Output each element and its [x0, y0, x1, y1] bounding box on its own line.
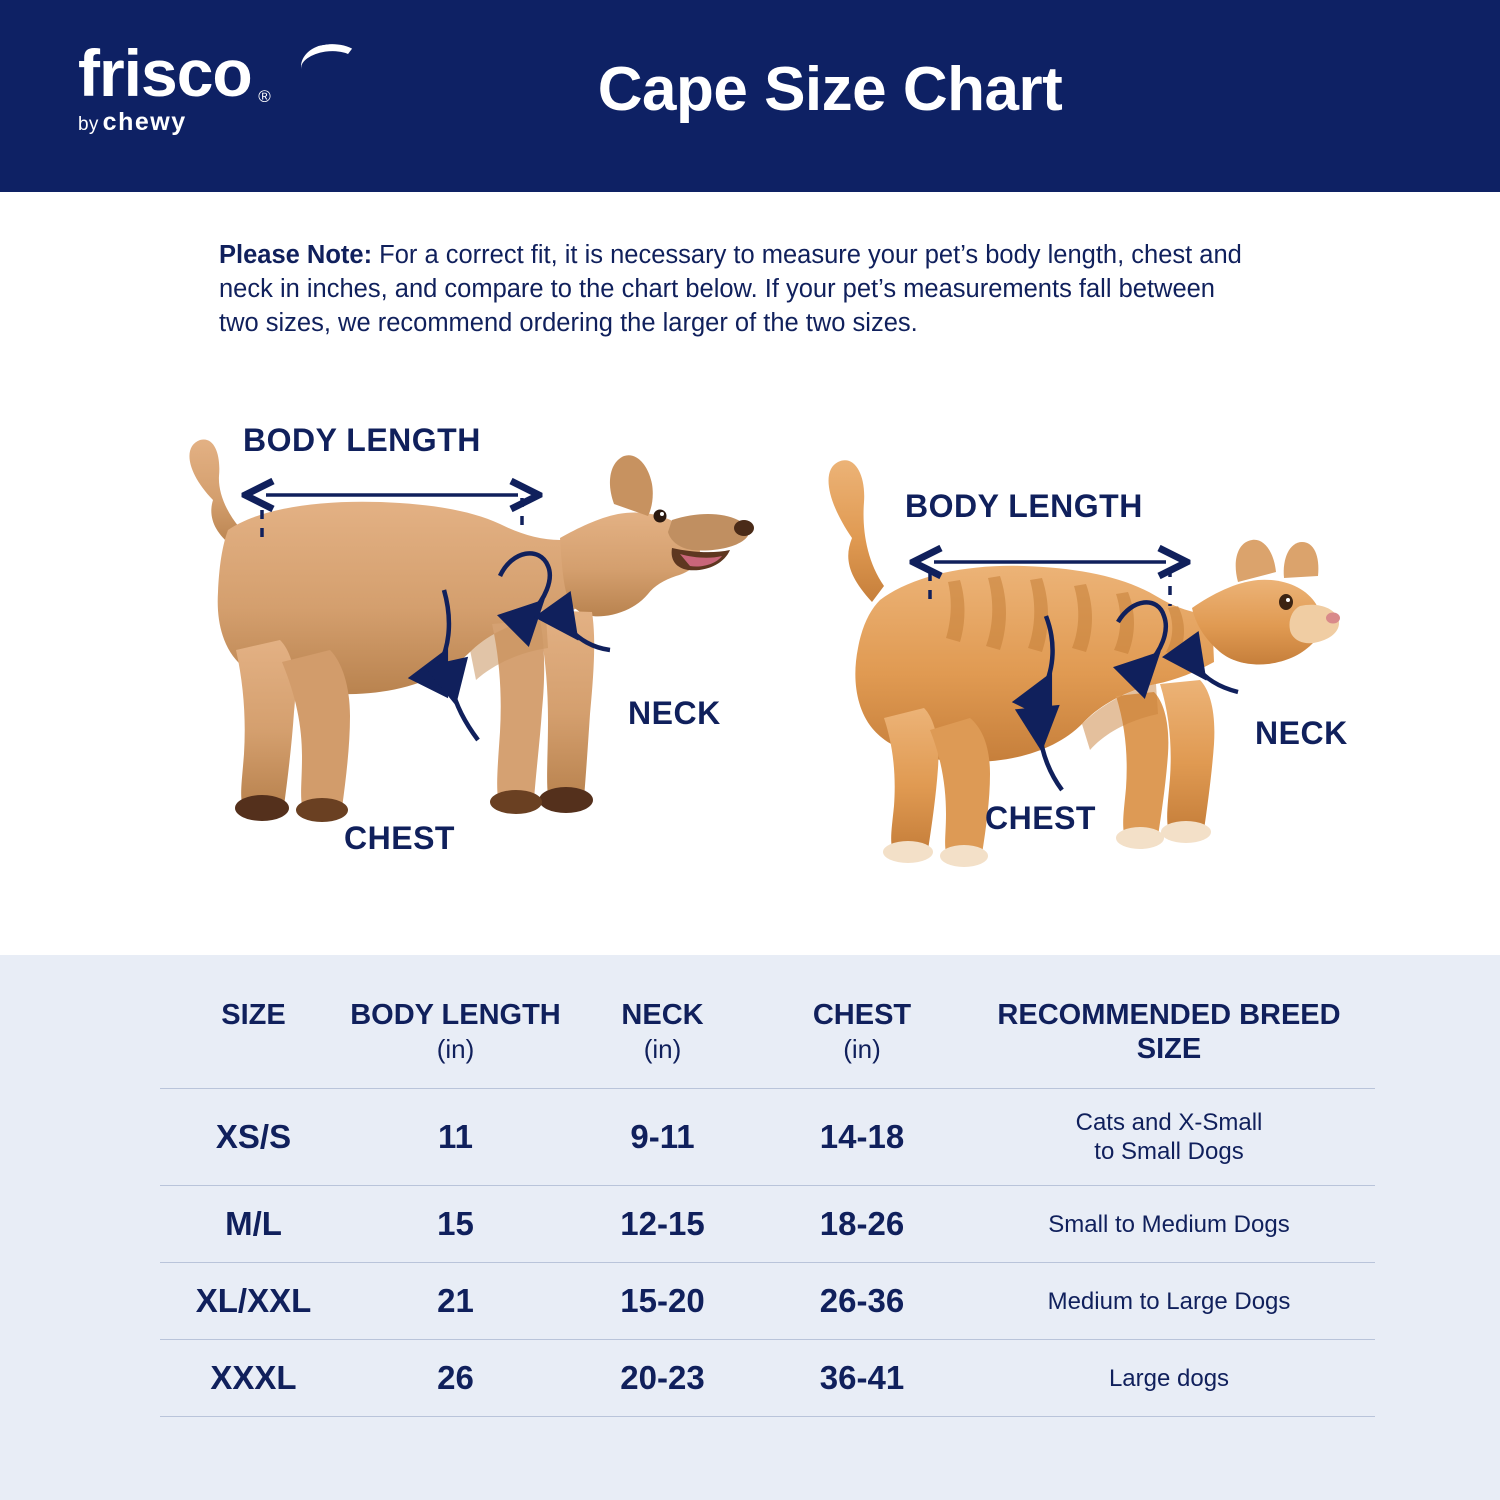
column-header-neck — [564, 997, 761, 1089]
brand-partner: chewy — [102, 108, 187, 136]
size-table — [160, 997, 1375, 1417]
page-title: Cape Size Chart — [597, 55, 1063, 124]
column-header-neck-text: NECK — [621, 999, 704, 1031]
illustration-artwork — [0, 400, 1500, 955]
please-note-body: For a correct fit, it is necessary to measure your pet’s body length, chest and neck in inches, and compare to the chart below. If your pet’s measurements fall between two sizes, we recommend ordering the larger of the two sizes. — [219, 241, 1242, 337]
cell-neck: 20-23 — [564, 1340, 761, 1417]
column-header-body-length-text: BODY LENGTH — [350, 999, 561, 1031]
cell-chest: 14-18 — [761, 1089, 963, 1186]
dog-body-length-label: BODY LENGTH — [243, 422, 481, 458]
cell-size: XXXL — [160, 1340, 347, 1417]
column-header-body-length — [347, 997, 564, 1089]
cell-neck: 9-11 — [564, 1089, 761, 1186]
measurement-illustrations — [0, 400, 1500, 955]
column-header-size: SIZE — [221, 999, 286, 1031]
table-row — [160, 1186, 1375, 1263]
size-table-header — [160, 997, 1375, 1089]
dog-neck-label: NECK — [628, 695, 721, 731]
cell-body-length: 26 — [347, 1340, 564, 1417]
cat-neck-label: NECK — [1255, 715, 1348, 751]
dog-illustration — [189, 439, 754, 822]
brand-by-label: by — [78, 114, 99, 135]
column-header-chest-unit: (in) — [843, 1034, 881, 1064]
column-header-chest-text: CHEST — [812, 999, 912, 1031]
cell-body-length: 11 — [347, 1089, 564, 1186]
cell-breed-line2: to Small Dogs — [1094, 1138, 1244, 1165]
cell-size: XS/S — [160, 1089, 347, 1186]
column-header-chest — [761, 997, 963, 1089]
cell-chest: 26-36 — [761, 1263, 963, 1340]
cell-size: M/L — [160, 1186, 347, 1263]
cell-body-length: 15 — [347, 1186, 564, 1263]
cell-neck: 15-20 — [564, 1263, 761, 1340]
brand-name: frisco — [78, 36, 252, 110]
column-header-breed: RECOMMENDED BREED SIZE — [997, 999, 1341, 1065]
table-row — [160, 1263, 1375, 1340]
size-table-section — [0, 955, 1500, 1500]
cell-breed: Medium to Large Dogs — [963, 1263, 1375, 1340]
cat-chest-label: CHEST — [985, 800, 1096, 836]
table-row — [160, 1089, 1375, 1186]
column-header-body-length-unit: (in) — [436, 1034, 475, 1064]
cell-size: XL/XXL — [160, 1263, 347, 1340]
registered-mark: ® — [258, 87, 270, 106]
cell-breed-line1: Cats and X-Small — [1075, 1109, 1263, 1136]
cell-chest: 36-41 — [761, 1340, 963, 1417]
please-note-text — [219, 238, 1249, 340]
cat-body-length-label: BODY LENGTH — [905, 488, 1143, 524]
cell-neck: 12-15 — [564, 1186, 761, 1263]
cell-breed — [963, 1089, 1375, 1186]
page-header — [0, 0, 1500, 192]
size-table-body — [160, 1089, 1375, 1417]
cell-breed: Small to Medium Dogs — [963, 1186, 1375, 1263]
column-header-neck-unit: (in) — [643, 1034, 682, 1064]
table-row — [160, 1340, 1375, 1417]
cell-chest: 18-26 — [761, 1186, 963, 1263]
table-header-row — [160, 997, 1375, 1089]
cell-body-length: 21 — [347, 1263, 564, 1340]
please-note-label: Please Note: — [219, 241, 373, 269]
cell-breed: Large dogs — [963, 1340, 1375, 1417]
dog-chest-label: CHEST — [344, 820, 455, 856]
